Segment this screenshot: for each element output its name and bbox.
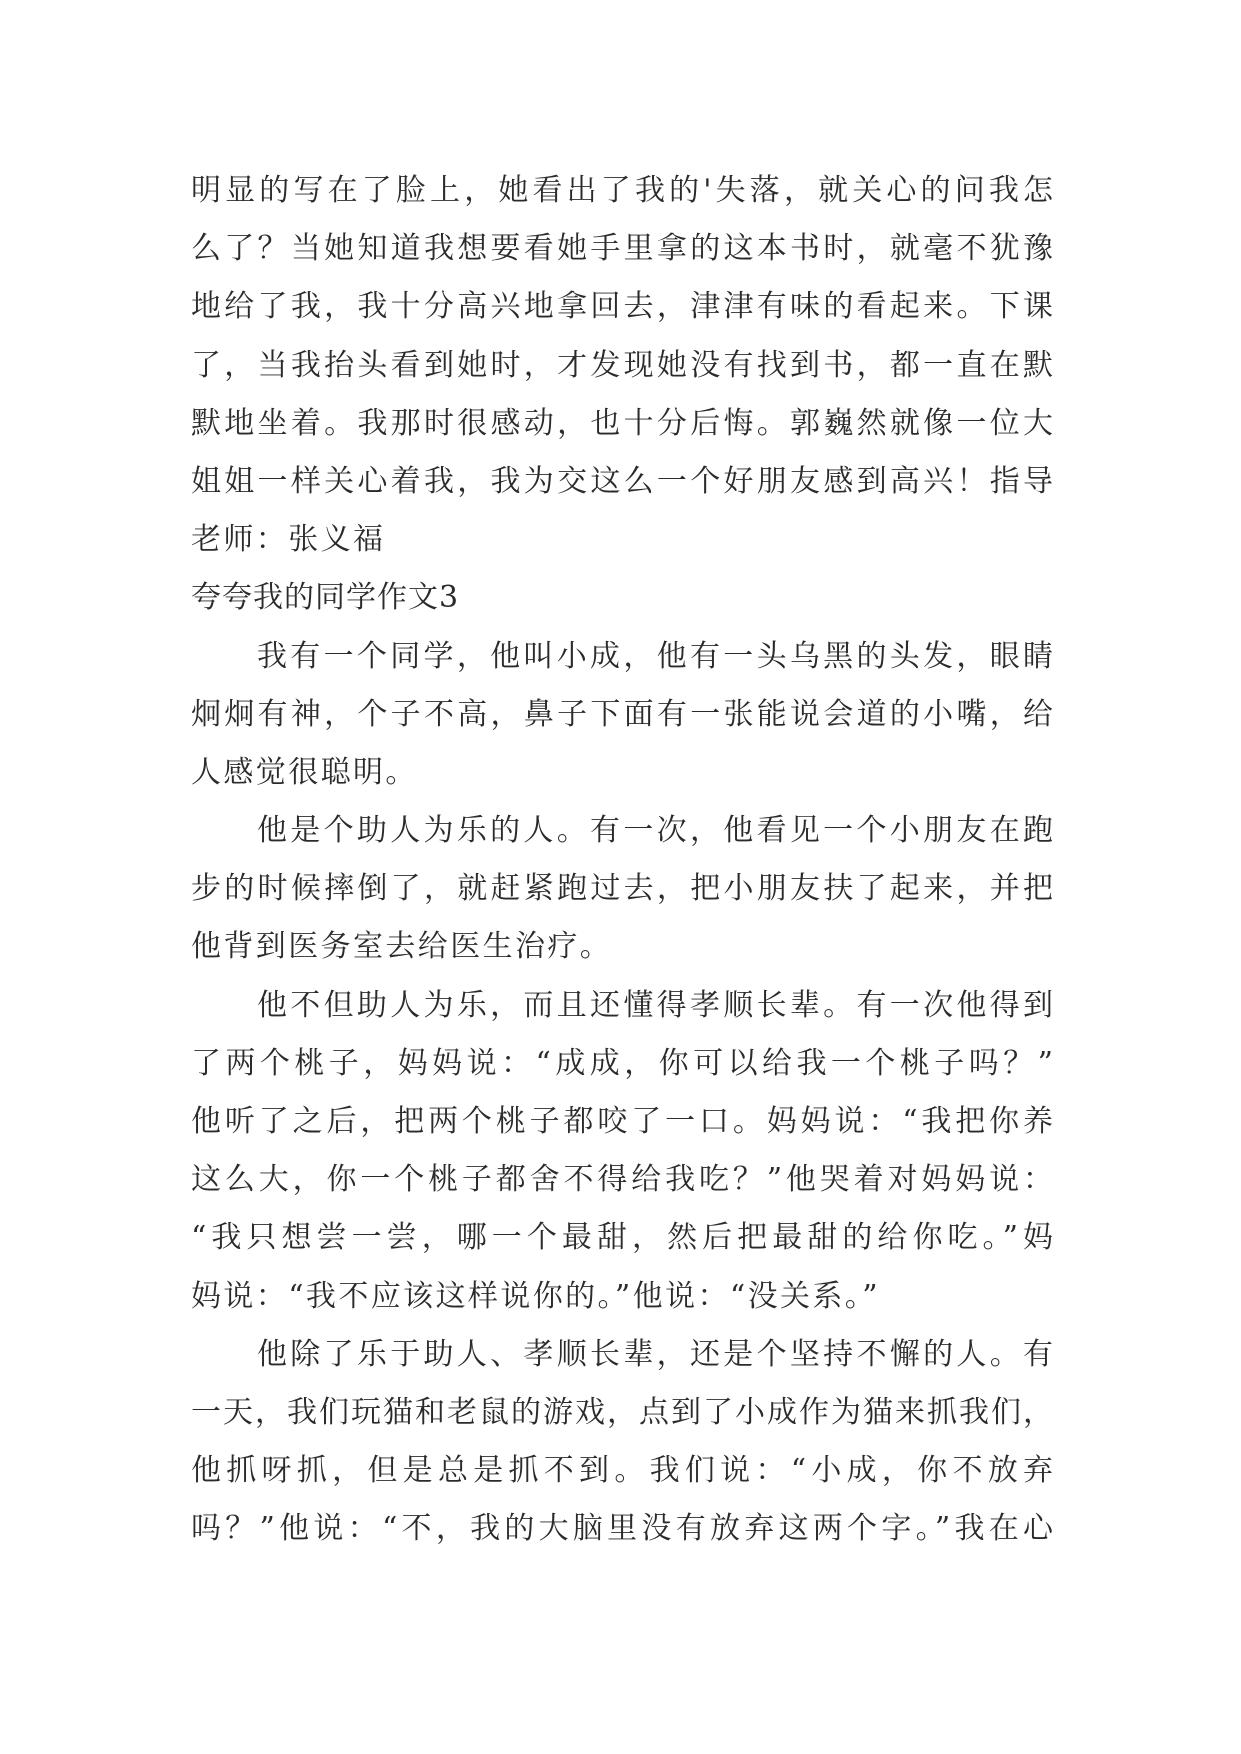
text-line: 他除了乐于助人、孝顺长辈，还是个坚持不懈的人。有	[257, 1336, 1053, 1372]
text-line: 明显的写在了脸上，她看出了我的'失落，就关心的问我怎	[191, 173, 1053, 208]
text-line: 这么大，你一个桃子都舍不得给我吃？”他哭着对妈妈说：	[191, 1162, 1053, 1198]
text-line: 姐姐一样关心着我，我为交这么一个好朋友感到高兴！指导	[191, 463, 1053, 499]
text-line: 一天，我们玩猫和老鼠的游戏，点到了小成作为猫来抓我们，	[191, 1394, 1053, 1430]
text-line: 他听了之后，把两个桃子都咬了一口。妈妈说：“我把你养	[191, 1104, 1053, 1139]
paragraph-1	[191, 628, 1053, 803]
paragraph-continued	[191, 162, 1053, 569]
text-line: 么了？当她知道我想要看她手里拿的这本书时，就毫不犹豫	[191, 231, 1053, 267]
text-line: 他是个助人为乐的人。有一次，他看见一个小朋友在跑	[257, 813, 1053, 849]
text-line: 妈说：“我不应该这样说你的。”他说：“没关系。”	[191, 1278, 880, 1314]
paragraph-3	[191, 977, 1053, 1326]
text-line: 他抓呀抓，但是总是抓不到。我们说：“小成，你不放弃	[191, 1453, 1053, 1489]
article-body	[191, 162, 1053, 1559]
text-line: 老师：张义福	[191, 522, 386, 558]
text-line: 我有一个同学，他叫小成，他有一头乌黑的头发，眼睛	[257, 638, 1053, 674]
text-line: 吗？”他说：“不，我的大脑里没有放弃这两个字。”我在心	[191, 1511, 1053, 1547]
paragraph-4	[191, 1326, 1053, 1559]
text-line: 炯炯有神，个子不高，鼻子下面有一张能说会道的小嘴，给	[191, 696, 1053, 732]
paragraph-2	[191, 802, 1053, 977]
text-line: 了，当我抬头看到她时，才发现她没有找到书，都一直在默	[191, 347, 1053, 383]
text-line: 地给了我，我十分高兴地拿回去，津津有味的看起来。下课	[191, 289, 1053, 325]
text-line: 他不但助人为乐，而且还懂得孝顺长辈。有一次他得到	[257, 987, 1053, 1023]
text-line: “我只想尝一尝，哪一个最甜，然后把最甜的给你吃。”妈	[191, 1220, 1053, 1256]
text-line: 他背到医务室去给医生治疗。	[191, 929, 613, 965]
text-line: 步的时候摔倒了，就赶紧跑过去，把小朋友扶了起来，并把	[191, 871, 1053, 907]
text-line: 人感觉很聪明。	[191, 754, 418, 790]
section-title: 夸夸我的同学作文3	[191, 580, 460, 616]
text-line: 默地坐着。我那时很感动，也十分后悔。郭巍然就像一位大	[191, 405, 1053, 441]
text-line: 了两个桃子，妈妈说：“成成，你可以给我一个桃子吗？”	[191, 1045, 1053, 1081]
